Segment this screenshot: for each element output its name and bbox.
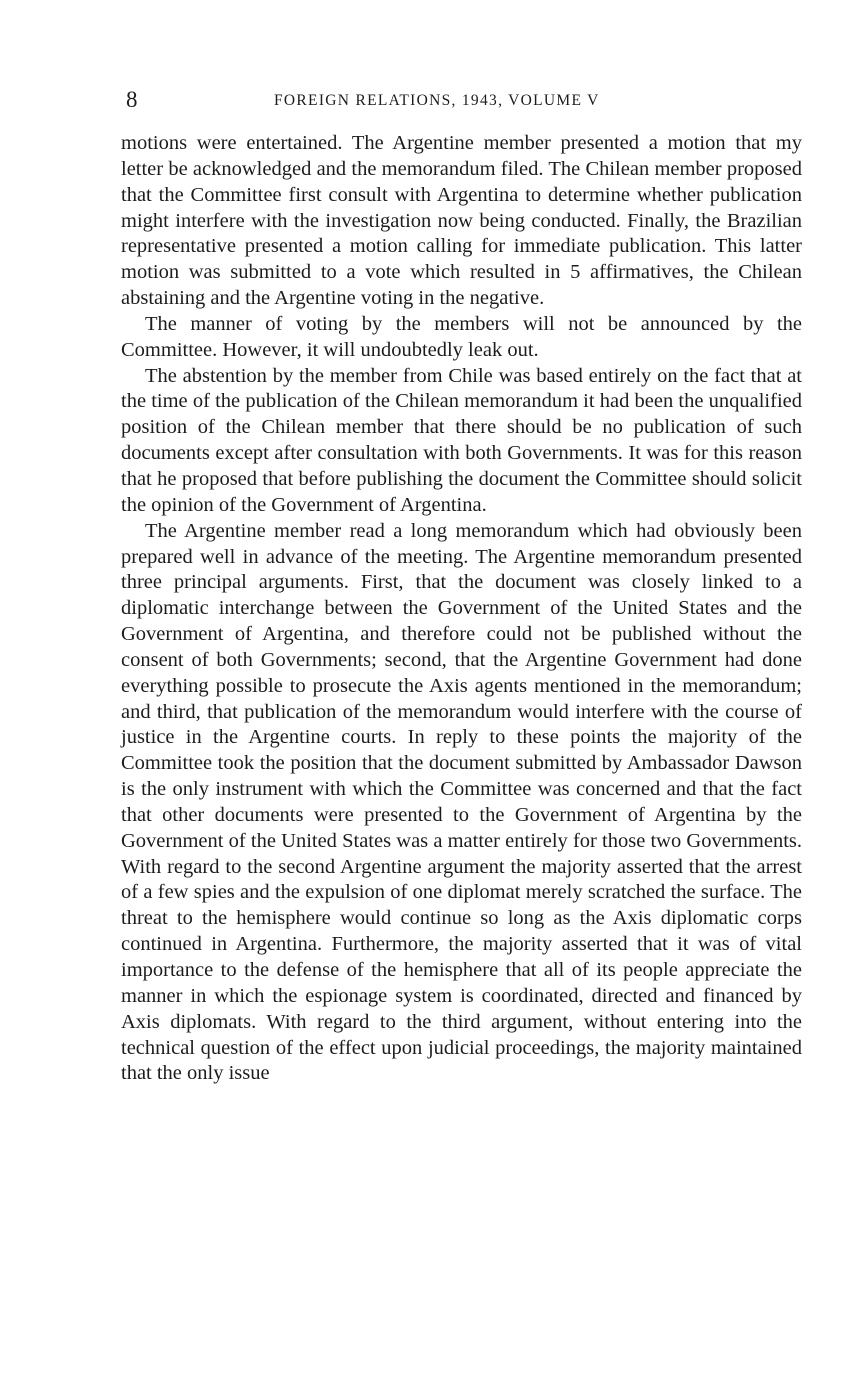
paragraph-continued: motions were entertained. The Argentine member presented a motion that my letter be acknowledged and the memorandum filed. The Chilean member proposed that the Committee first consult with Argentina to determine whether publication might interfere with the investigation now being conducted. Finally, the Brazilian representative presented a motion calling for immediate publication. This latter motion was submitted to a vote which resulted in 5 affirmatives, the Chilean abstaining and the Argentine voting in the negative. [121, 132, 802, 310]
paragraph: The manner of voting by the members will not be announced by the Committee. However, it will undoubtedly leak out. [121, 312, 802, 361]
paragraph: The abstention by the member from Chile was based entirely on the fact that at the time of the publication of the Chilean memorandum it had been the unqualified position of the Chilean member that there should be no publication of such documents except after consultation with both Governments. It was for this reason that he proposed that before publishing the document the Committee should solicit the opinion of the Government of Argentina. [121, 364, 802, 516]
running-header-title: FOREIGN RELATIONS, 1943, VOLUME V [274, 92, 600, 109]
page-number: 8 [126, 87, 138, 112]
paragraph: The Argentine member read a long memorandum which had obviously been prepared well in advance of the meeting. The Argentine memorandum presented three principal arguments. First, that the document was closely linked to a diplomatic interchange between the Government of the United States and the Government of Argentina, and therefore could not be published without the consent of both Governments; second, that the Argentine Government had done everything possible to prosecute the Axis agents mentioned in the memorandum; and third, that publication of the memorandum would interfere with the course of justice in the Argentine courts. In reply to these points the majority of the Committee took the position that the document submitted by Ambassador Dawson is the only instrument with which the Committee was concerned and that the fact that other documents were presented to the Government of Argentina by the Government of the United States was a matter entirely for those two Governments. With regard to the second Argentine argument the majority asserted that the arrest of a few spies and the expulsion of one diplomat merely scratched the surface. The threat to the hemisphere would continue so long as the Axis diplomatic corps continued in Argentina. Furthermore, the majority asserted that it was of vital importance to the defense of the hemisphere that all of its people appreciate the manner in which the espionage system is coordinated, directed and financed by Axis diplomats. With regard to the third argument, without entering into the technical question of the effect upon judicial proceedings, the majority maintained that the only issue [121, 519, 802, 1085]
body-text [121, 131, 802, 1087]
running-header [124, 86, 804, 114]
